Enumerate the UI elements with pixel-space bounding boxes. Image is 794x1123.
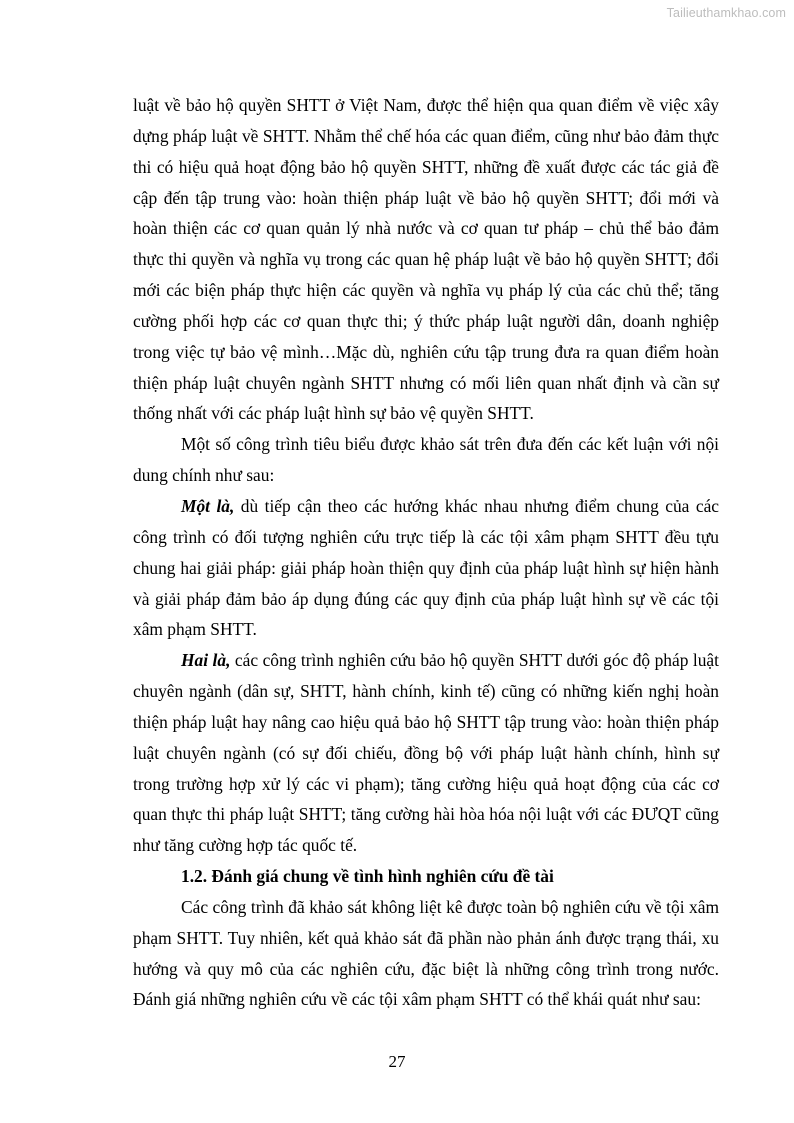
document-body bbox=[133, 90, 719, 1015]
page-number: 27 bbox=[388, 1052, 406, 1071]
section-heading: 1.2. Đánh giá chung về tình hình nghiên cứu đề tài bbox=[181, 866, 554, 887]
point-one-text: dù tiếp cận theo các hướng khác nhau nhưng điểm chung của các công trình có đối tượng nghiên cứu trực tiếp là các tội xâm phạm SHTT đều tựu chung hai giải pháp: giải pháp hoàn thiện quy định của pháp luật hình sự hiện hành và giải pháp đảm bảo áp dụng đúng các quy định của pháp luật hình sự về các tội xâm phạm SHTT. bbox=[133, 495, 720, 640]
watermark-text: Tailieuthamkhao.com bbox=[666, 6, 786, 20]
paragraph-conclusions-intro: Một số công trình tiêu biểu được khảo sát trên đưa đến các kết luận với nội dung chính như sau: bbox=[133, 434, 719, 486]
paragraph-continuation: luật về bảo hộ quyền SHTT ở Việt Nam, được thể hiện qua quan điểm về việc xây dựng pháp luật về SHTT. Nhằm thể chế hóa các quan điểm, cũng như bảo đảm thực thi có hiệu quả hoạt động bảo hộ quyền SHTT, những đề xuất được các tác giả đề cập đến tập trung vào: hoàn thiện pháp luật về bảo hộ quyền SHTT; đổi mới và hoàn thiện các cơ quan quản lý nhà nước và cơ quan tư pháp – chủ thể bảo đảm thực thi quyền và nghĩa vụ trong các quan hệ pháp luật về bảo hộ quyền SHTT; đổi mới các biện pháp thực hiện các quyền và nghĩa vụ pháp lý của các chủ thể; tăng cường phối hợp các cơ quan thực thi; ý thức pháp luật người dân, doanh nghiệp trong việc tự bảo vệ mình…Mặc dù, nghiên cứu tập trung đưa ra quan điểm hoàn thiện pháp luật chuyên ngành SHTT nhưng có mối liên quan nhất định và cần sự thống nhất với các pháp luật hình sự bảo vệ quyền SHTT. bbox=[133, 95, 719, 424]
point-two-text: các công trình nghiên cứu bảo hộ quyền SHTT dưới góc độ pháp luật chuyên ngành (dân sự, SHTT, hành chính, kinh tế) cũng có những kiến nghị hoàn thiện pháp luật hay nâng cao hiệu quả bảo hộ SHTT tập trung vào: hoàn thiện pháp luật chuyên ngành (có sự đối chiếu, đồng bộ với pháp luật hành chính, hình sự trong trường hợp xử lý các vi phạm); tăng cường hiệu quả hoạt động của các cơ quan thực thi pháp luật SHTT; tăng cường hài hòa hóa nội luật với các ĐƯQT cũng như tăng cường hợp tác quốc tế. bbox=[133, 650, 719, 856]
paragraph-evaluation: Các công trình đã khảo sát không liệt kê được toàn bộ nghiên cứu về tội xâm phạm SHTT. Tuy nhiên, kết quả khảo sát đã phần nào phản ánh được trạng thái, xu hướng và quy mô của các nghiên cứu, đặc biệt là những công trình trong nước. Đánh giá những nghiên cứu về các tội xâm phạm SHTT có thể khái quát như sau: bbox=[133, 896, 719, 1010]
point-two-label: Hai là, bbox=[181, 650, 231, 671]
paragraph-point-two bbox=[133, 645, 719, 861]
paragraph-point-one bbox=[133, 491, 719, 645]
point-one-label: Một là, bbox=[181, 495, 235, 516]
